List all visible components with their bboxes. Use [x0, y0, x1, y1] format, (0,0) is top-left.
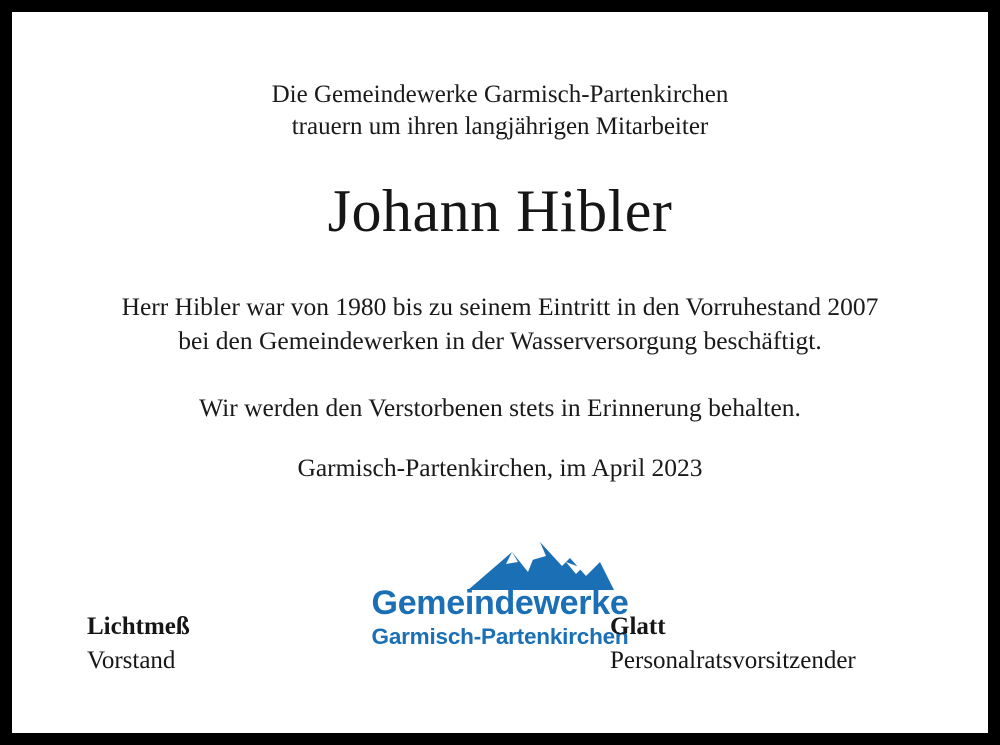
paragraph-2 [12, 391, 988, 425]
logo-wordmark-primary: Gemeindewerke [371, 584, 629, 622]
paragraph-3-line-1: Garmisch-Partenkirchen, im April 2023 [297, 452, 703, 482]
logo-wordmark-secondary: Garmisch-Partenkirchen [371, 624, 629, 649]
signatory-left [87, 612, 190, 676]
deceased-name: Johann Hibler [327, 178, 673, 244]
signatory-left-role: Vorstand [87, 647, 176, 674]
signatory-right-role: Personalratsvorsitzender [610, 647, 856, 674]
paragraph-2-line-1: Wir werden den Verstorbenen stets in Erinnerung behalten. [199, 393, 801, 423]
paragraph-1-line-1: Herr Hibler war von 1980 bis zu seinem Eintritt in den Vorruhestand 2007 [121, 292, 879, 321]
intro-line-2: trauern um ihren langjährigen Mitarbeiter [291, 113, 709, 140]
body-text [12, 290, 988, 485]
paragraph-3 [12, 451, 988, 485]
signatories [12, 612, 988, 692]
paragraph-1 [12, 290, 988, 357]
intro-line-1: Die Gemeindewerke Garmisch-Partenkirchen [271, 81, 729, 108]
signatory-right-name: Glatt [610, 613, 666, 640]
obituary-notice [12, 12, 988, 733]
intro-text [12, 12, 988, 143]
paragraph-1-line-2: bei den Gemeindewerken in der Wasserversorgung beschäftigt. [178, 325, 822, 355]
signatory-left-name: Lichtmeß [87, 613, 190, 640]
signatory-right [610, 612, 856, 676]
